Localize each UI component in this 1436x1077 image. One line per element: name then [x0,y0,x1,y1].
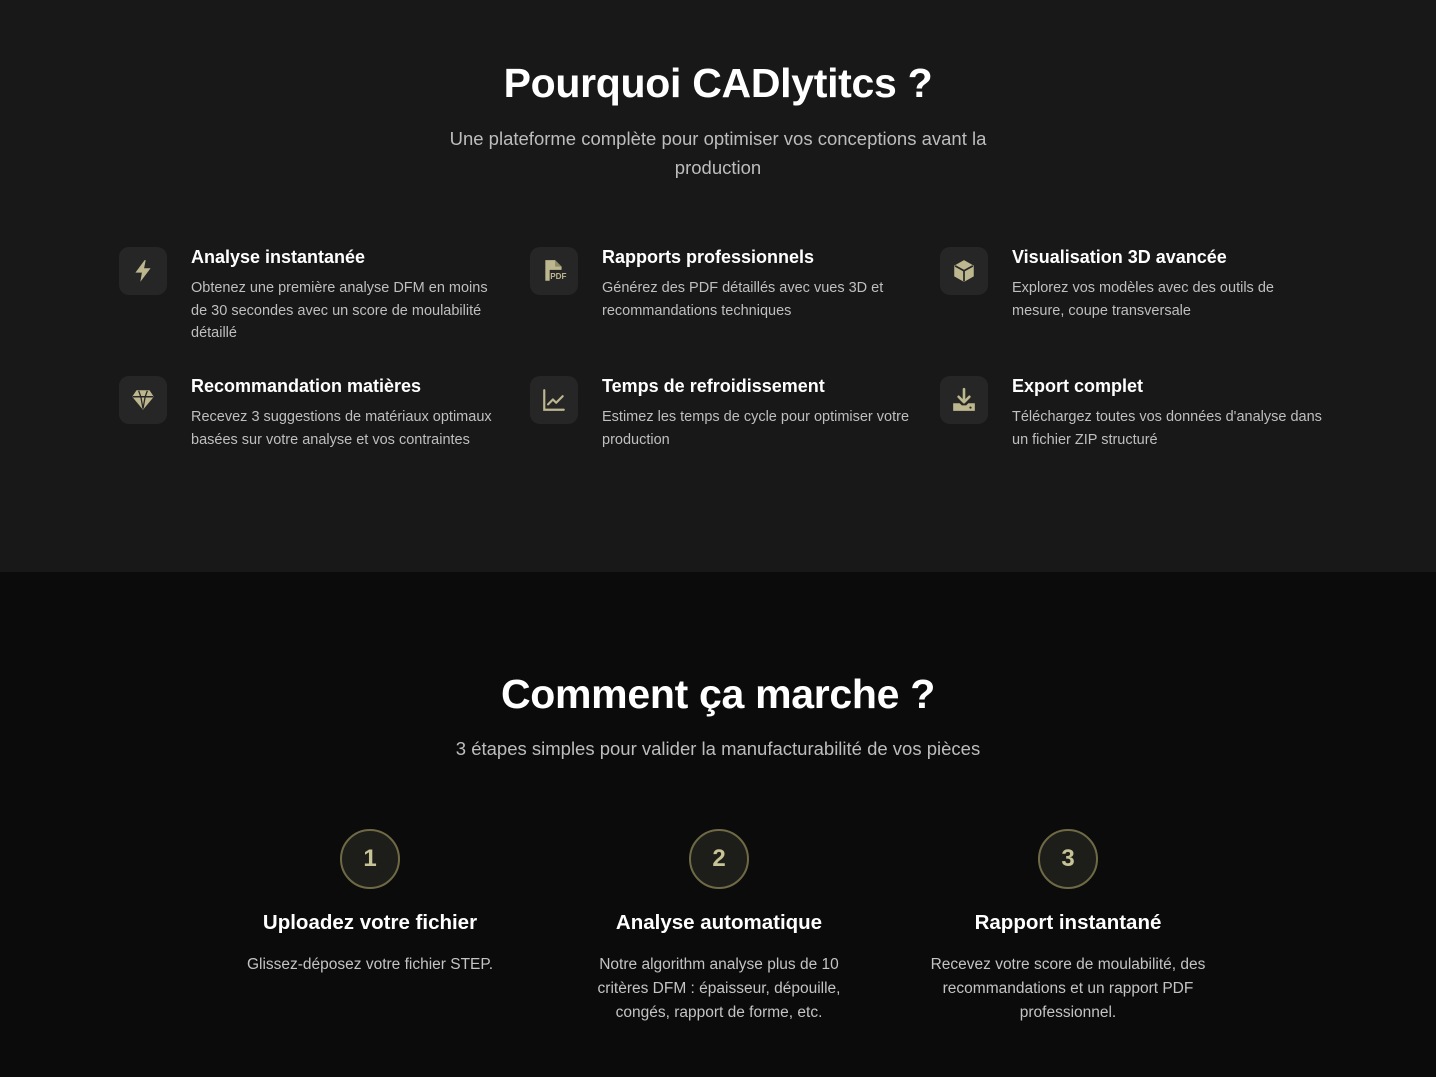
step-description: Notre algorithm analyse plus de 10 critères DFM : épaisseur, dépouille, congés, rapport de forme, etc. [597,956,841,1021]
step-description: Glissez-déposez votre fichier STEP. [246,956,494,973]
feature-title: Rapports professionnels [602,247,815,267]
step-title: Uploadez votre fichier [262,911,478,934]
step-number-badge: 2 [689,829,749,889]
how-it-works-section [0,572,1436,1077]
feature-title: Visualisation 3D avancée [1012,247,1227,267]
how-section-subtitle: 3 étapes simples pour valider la manufacturabilité de vos pièces [455,738,981,759]
feature-description: Estimez les temps de cycle pour optimiser votre production [602,409,910,448]
feature-description: Explorez vos modèles avec des outils de mesure, coupe transversale [1012,280,1274,319]
feature-title: Export complet [1012,376,1144,396]
svg-text:PDF: PDF [550,272,567,282]
feature-description: Obtenez une première analyse DFM en moins de 30 secondes avec un score de moulabilité détaillé [191,280,488,342]
step-description: Recevez votre score de moulabilité, des recommandations et un rapport PDF professionnel. [930,956,1206,1021]
feature-description: Téléchargez toutes vos données d'analyse dans un fichier ZIP structuré [1012,409,1322,448]
feature-description: Recevez 3 suggestions de matériaux optimaux basées sur votre analyse et vos contraintes [191,409,492,448]
pdf-file-icon [530,247,578,295]
lightning-icon [119,247,167,295]
feature-title: Recommandation matières [191,376,422,396]
download-icon [940,376,988,424]
how-section-title: Comment ça marche ? [500,671,936,717]
why-section-title: Pourquoi CADlytitcs ? [503,60,933,106]
gem-icon [119,376,167,424]
step-title: Analyse automatique [615,911,823,934]
cube-icon [940,247,988,295]
line-chart-icon [530,376,578,424]
step-number-badge: 1 [340,829,400,889]
step-title: Rapport instantané [974,911,1162,934]
step-number-badge: 3 [1038,829,1098,889]
feature-title: Analyse instantanée [191,247,366,267]
feature-title: Temps de refroidissement [602,376,825,396]
why-section-subtitle: Une plateforme complète pour optimiser vos conceptions avant la production [449,128,987,178]
feature-description: Générez des PDF détaillés avec vues 3D et recommandations techniques [602,280,884,319]
